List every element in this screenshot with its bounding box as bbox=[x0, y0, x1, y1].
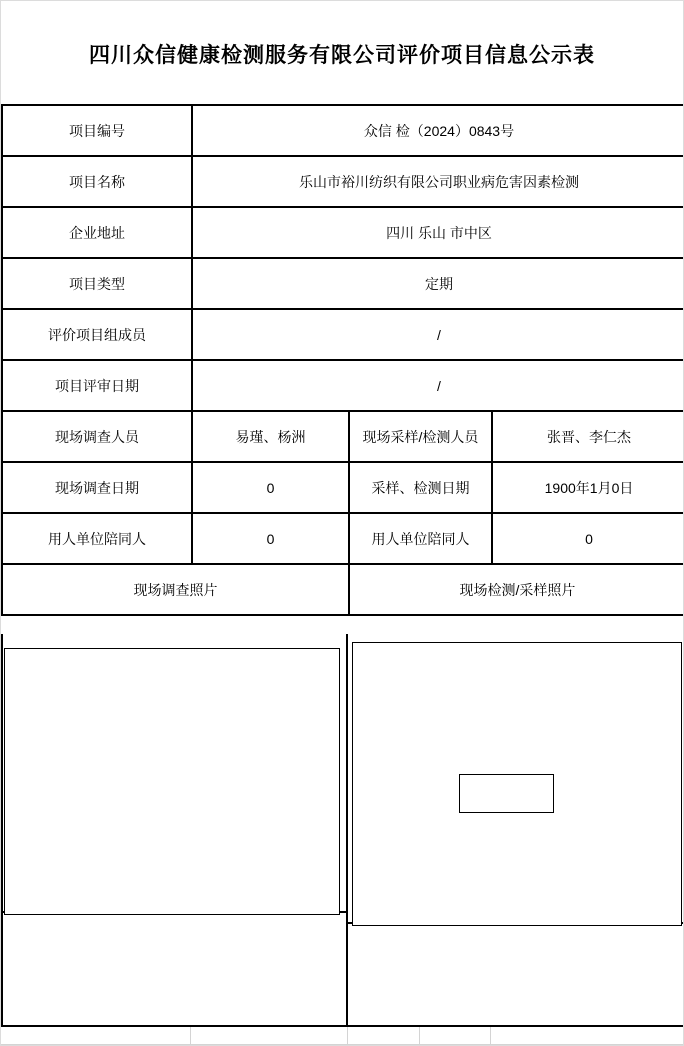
gridline-vertical bbox=[347, 1027, 348, 1045]
survey-photo-placeholder bbox=[4, 648, 340, 915]
row-label: 用人单位陪同人 bbox=[2, 513, 192, 564]
table-row bbox=[2, 105, 684, 156]
row-label: 项目名称 bbox=[2, 156, 192, 207]
table-row bbox=[2, 564, 684, 615]
row-value: 众信 检（2024）0843号 bbox=[192, 105, 684, 156]
row-label: 用人单位陪同人 bbox=[349, 513, 492, 564]
photo-region bbox=[1, 634, 684, 1027]
gridline-vertical bbox=[190, 1027, 191, 1045]
row-value: 定期 bbox=[192, 258, 684, 309]
table-row bbox=[2, 207, 684, 258]
center-divider-line bbox=[346, 634, 348, 1027]
inner-small-placeholder bbox=[459, 774, 554, 813]
row-value: 0 bbox=[492, 513, 684, 564]
row-label: 现场采样/检测人员 bbox=[349, 411, 492, 462]
row-value: 乐山市裕川纺织有限公司职业病危害因素检测 bbox=[192, 156, 684, 207]
table-row bbox=[2, 258, 684, 309]
spreadsheet-gridlines bbox=[1, 1027, 684, 1046]
row-value: 四川 乐山 市中区 bbox=[192, 207, 684, 258]
row-label: 现场调查日期 bbox=[2, 462, 192, 513]
row-value: / bbox=[192, 309, 684, 360]
row-label: 评价项目组成员 bbox=[2, 309, 192, 360]
row-value: 1900年1月0日 bbox=[492, 462, 684, 513]
row-label: 现场调查人员 bbox=[2, 411, 192, 462]
row-value: 0 bbox=[192, 462, 349, 513]
photo-header-right: 现场检测/采样照片 bbox=[349, 564, 684, 615]
left-border-line bbox=[1, 634, 3, 1027]
gridline-vertical bbox=[490, 1027, 491, 1045]
table-row bbox=[2, 156, 684, 207]
table-row bbox=[2, 462, 684, 513]
row-value: 易瑾、杨洲 bbox=[192, 411, 349, 462]
table-row bbox=[2, 513, 684, 564]
gridline-horizontal bbox=[1, 1044, 684, 1045]
photo-header-left: 现场调查照片 bbox=[2, 564, 349, 615]
gridline-vertical bbox=[419, 1027, 420, 1045]
table-row bbox=[2, 411, 684, 462]
table-row bbox=[2, 309, 684, 360]
row-label: 企业地址 bbox=[2, 207, 192, 258]
row-label: 项目编号 bbox=[2, 105, 192, 156]
row-value: 张晋、李仁杰 bbox=[492, 411, 684, 462]
row-label: 采样、检测日期 bbox=[349, 462, 492, 513]
row-value: / bbox=[192, 360, 684, 411]
page-title: 四川众信健康检测服务有限公司评价项目信息公示表 bbox=[89, 44, 595, 67]
row-label: 项目评审日期 bbox=[2, 360, 192, 411]
project-info-table bbox=[1, 104, 684, 616]
row-label: 项目类型 bbox=[2, 258, 192, 309]
row-value: 0 bbox=[192, 513, 349, 564]
table-row bbox=[2, 360, 684, 411]
